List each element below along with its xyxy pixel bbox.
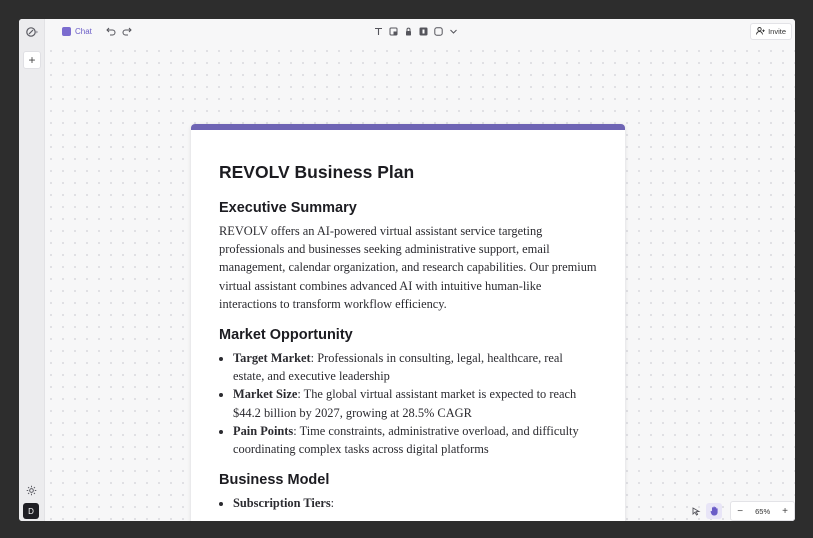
undo-icon[interactable] <box>105 24 117 38</box>
text-tool-icon[interactable] <box>374 27 383 36</box>
fill-icon[interactable] <box>419 27 428 36</box>
section-heading: Business Model <box>219 472 330 489</box>
invite-button[interactable] <box>750 23 792 40</box>
sticky-note-icon[interactable] <box>389 27 398 36</box>
lock-icon[interactable] <box>404 27 413 36</box>
select-tool-icon[interactable] <box>688 503 704 519</box>
list-item-text: : <box>330 496 335 511</box>
section-heading: Executive Summary <box>219 200 357 216</box>
section-heading: Market Opportunity <box>219 327 353 344</box>
avatar[interactable]: D <box>23 503 39 519</box>
zoom-control <box>730 501 795 521</box>
logo-icon[interactable] <box>24 25 40 39</box>
mode-group <box>688 503 722 519</box>
document-card[interactable] <box>191 124 625 521</box>
chevron-down-icon[interactable] <box>449 27 458 36</box>
app-window <box>19 19 795 521</box>
list-item-term: Market Size <box>233 387 298 402</box>
bullet-list <box>219 494 597 512</box>
add-user-icon <box>756 27 765 37</box>
list-item <box>233 422 597 458</box>
list-item-term: Pain Points <box>233 423 294 438</box>
section-paragraph: REVOLV offers an AI-powered virtual assistant service targeting professionals and businesses seeking administrative support, email management, calendar organization, and research capabilities. Our premium virtual assistant combines advanced AI with intuitive human-like interactions to transform workflow efficiency. <box>219 224 597 311</box>
list-item <box>233 349 597 385</box>
chat-icon <box>62 27 71 36</box>
list-item <box>233 385 597 421</box>
left-rail <box>19 19 45 521</box>
list-item-term: Target Market <box>233 351 311 366</box>
list-item-term: Subscription Tiers <box>233 496 331 511</box>
chat-button[interactable] <box>57 23 97 39</box>
plus-icon[interactable]: + <box>23 51 41 69</box>
bottom-toolbar <box>688 501 795 521</box>
hand-tool-icon[interactable] <box>706 503 722 519</box>
redo-icon[interactable] <box>121 24 133 38</box>
zoom-out-button[interactable]: − <box>737 505 744 517</box>
top-toolbar <box>45 19 795 43</box>
document-title: REVOLV Business Plan <box>219 162 415 182</box>
tool-group <box>374 24 458 38</box>
zoom-in-button[interactable]: + <box>782 505 788 517</box>
zoom-level: 65% <box>755 506 771 516</box>
list-item-text: : The global virtual assistant market is expected to reach $44.2 billion by 2027, growing at 28.5% CAGR <box>233 387 577 420</box>
list-item-text: : Professionals in consulting, legal, healthcare, real estate, and executive leadership <box>233 351 563 384</box>
list-item <box>233 494 597 512</box>
list-item-text: : Time constraints, administrative overload, and difficulty coordinating complex tasks across digital platforms <box>233 423 579 457</box>
settings-icon[interactable] <box>24 483 38 497</box>
bullet-list <box>219 349 597 458</box>
invite-label: Invite <box>768 27 786 36</box>
chat-label: Chat <box>75 26 92 36</box>
shape-icon[interactable] <box>434 27 443 36</box>
